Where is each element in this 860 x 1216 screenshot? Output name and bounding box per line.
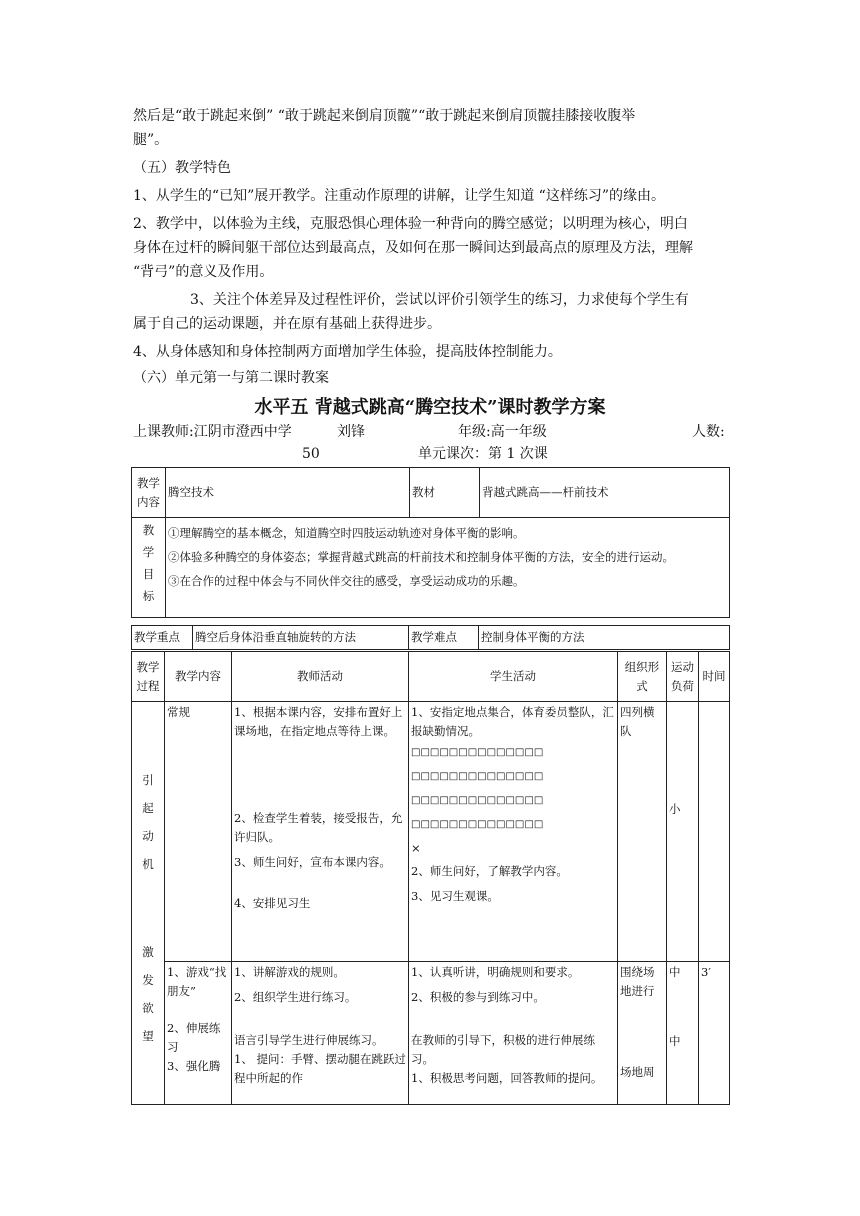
goals-cell [166,518,730,618]
section6-heading: （六）单元第一与第二课时教案 [133,370,329,386]
content-value: 腾空技术 [166,468,410,518]
row2-content-item: 3、强化腾 [167,1059,221,1073]
section5-heading: （五）教学特色 [133,160,231,176]
phase-cell [132,702,165,1105]
row2-organization [618,962,667,1105]
row1-teacher-item: 2、检查学生着装，接受报告，允许归队。 [234,811,403,844]
header-student: 学生活动 [409,652,618,702]
objectives-table [131,467,730,618]
key-points-table [131,625,730,650]
phase1-char: 引 [142,773,154,787]
phase2-char: 望 [142,1029,154,1043]
formation-row: □□□□□□□□□□□□□□ [411,771,544,782]
row1-student [409,702,618,962]
row2-org-item: 围绕场地进行 [620,965,655,998]
formation-row: □□□□□□□□□□□□□□ [411,819,544,830]
formation-row: □□□□□□□□□□□□□□ [411,747,544,758]
teacher-school: 上课教师:江阴市澄西中学 [133,424,292,440]
row2-load [667,962,699,1105]
phase1-char: 起 [142,801,154,815]
phase1-char: 机 [142,857,154,871]
header-time: 时间 [699,652,730,702]
content-label: 教学内容 [132,468,166,518]
key-label: 教学重点 [132,626,193,650]
row1-load: 小 [667,702,699,962]
row1-student-item: 2、师生问好，了解教学内容。 [411,864,568,878]
row2-teacher-item: 2、组织学生进行练习。 [234,990,357,1004]
row1-time [699,702,730,962]
row2-time: 3′ [699,962,730,1105]
row1-content: 常规 [165,702,232,962]
goal-label [132,518,166,618]
header-load: 运动负荷 [667,652,699,702]
row2-org-item: 场地周 [620,1065,655,1079]
row2-content [165,962,232,1105]
row1-teacher-item: 3、师生问好，宣布本课内容。 [234,855,391,869]
count-label: 人数: [692,424,725,440]
row2-student-item: 1、积极思考问题，回答教师的提问。 [411,1071,603,1085]
row1-organization: 四列横队 [618,702,667,962]
row1-student-item: 3、见习生观课。 [411,889,499,903]
row2-teacher-item: 1、 提问：手臂、摆动腿在跳跃过程中所起的作 [234,1052,406,1085]
row2-teacher [232,962,409,1105]
teacher-position-mark: × [411,841,421,855]
header-teacher: 教师活动 [232,652,409,702]
row2-load-item: 中 [669,1034,681,1048]
difficulty-label: 教学难点 [409,626,479,650]
formation-row: □□□□□□□□□□□□□□ [411,795,544,806]
feature-4: 4、从身体感知和身体控制两方面增加学生体验，提高肢体控制能力。 [133,344,562,360]
header-organization: 组织形式 [618,652,667,702]
header-content: 教学内容 [165,652,232,702]
student-count: 50 [302,446,320,462]
goal-label-char: 目 [142,567,155,581]
row2-student-item: 2、积极的参与到练习中。 [411,990,545,1004]
row2-content-item: 2、伸展练习 [167,1021,221,1054]
teacher-name: 刘锋 [337,424,365,440]
row2-teacher-item: 1、讲解游戏的规则。 [234,965,345,979]
phase1-char: 动 [142,829,154,843]
material-value: 背越式跳高——杆前技术 [480,468,730,518]
intro-line-2: 腿”。 [133,132,169,148]
difficulty-value: 控制身体平衡的方法 [479,626,730,650]
goal-label-char: 教 [142,523,155,537]
phase2-char: 欲 [142,1001,154,1015]
row2-student-item: 1、认真听讲，明确规则和要求。 [411,965,580,979]
phase2-char: 激 [142,945,154,959]
lesson-number: 单元课次：第 1 次课 [418,446,548,462]
feature-2-line-3: “背弓”的意义及作用。 [133,264,274,280]
key-value: 腾空后身体沿垂直轴旋转的方法 [193,626,409,650]
feature-1: 1、从学生的“已知”展开教学。注重动作原理的讲解，让学生知道 “这样练习”的缘由。 [133,188,665,204]
row2-student [409,962,618,1105]
goal-2: ②体验多种腾空的身体姿态；掌握背越式跳高的杆前技术和控制身体平衡的方法，安全的进行运动。 [168,550,674,564]
goal-3: ③在合作的过程中体会与不同伙伴交往的感受，享受运动成功的乐趣。 [168,574,525,588]
row2-content-item: 1、游戏“找朋友” [167,965,227,998]
feature-2-line-1: 2、教学中，以体验为主线，克服恐惧心理体验一种背向的腾空感觉；以明理为核心，明白 [133,216,688,232]
header-process: 教学过程 [132,652,165,702]
row2-student-item: 在教师的引导下，积极的进行伸展练习。 [411,1033,595,1066]
row2-teacher-item: 语言引导学生进行伸展练习。 [234,1033,384,1047]
formation-grid [411,747,615,831]
feature-3-line-1: 3、关注个体差异及过程性评价，尝试以评价引领学生的练习，力求使每个学生有 [190,292,689,308]
grade: 年级:高一年级 [458,424,547,440]
process-table [131,651,730,1105]
row1-student-item: 1、安指定地点集合，体育委员整队，汇报缺勤情况。 [411,705,614,738]
row2-load-item: 中 [669,965,681,979]
material-label: 教材 [410,468,480,518]
plan-title: 水平五 背越式跳高“腾空技术”课时教学方案 [254,397,606,418]
feature-2-line-2: 身体在过杆的瞬间躯干部位达到最高点，及如何在那一瞬间达到最高点的原理及方法，理解 [133,240,693,256]
row1-teacher-item: 1、根据本课内容，安排布置好上课场地，在指定地点等待上课。 [234,705,403,738]
intro-line-1: 然后是“敢于跳起来倒” “敢于跳起来倒肩顶髋”“敢于跳起来倒肩顶髋挂膝接收腹举 [133,108,636,124]
feature-3-line-2: 属于自己的运动课题，并在原有基础上获得进步。 [133,316,441,332]
goal-1: ①理解腾空的基本概念，知道腾空时四肢运动轨迹对身体平衡的影响。 [168,526,525,540]
row1-teacher-item: 4、安排见习生 [234,896,311,910]
goal-label-char: 标 [142,589,155,603]
phase2-char: 发 [142,973,154,987]
goal-label-char: 学 [142,545,155,559]
row1-teacher [232,702,409,962]
